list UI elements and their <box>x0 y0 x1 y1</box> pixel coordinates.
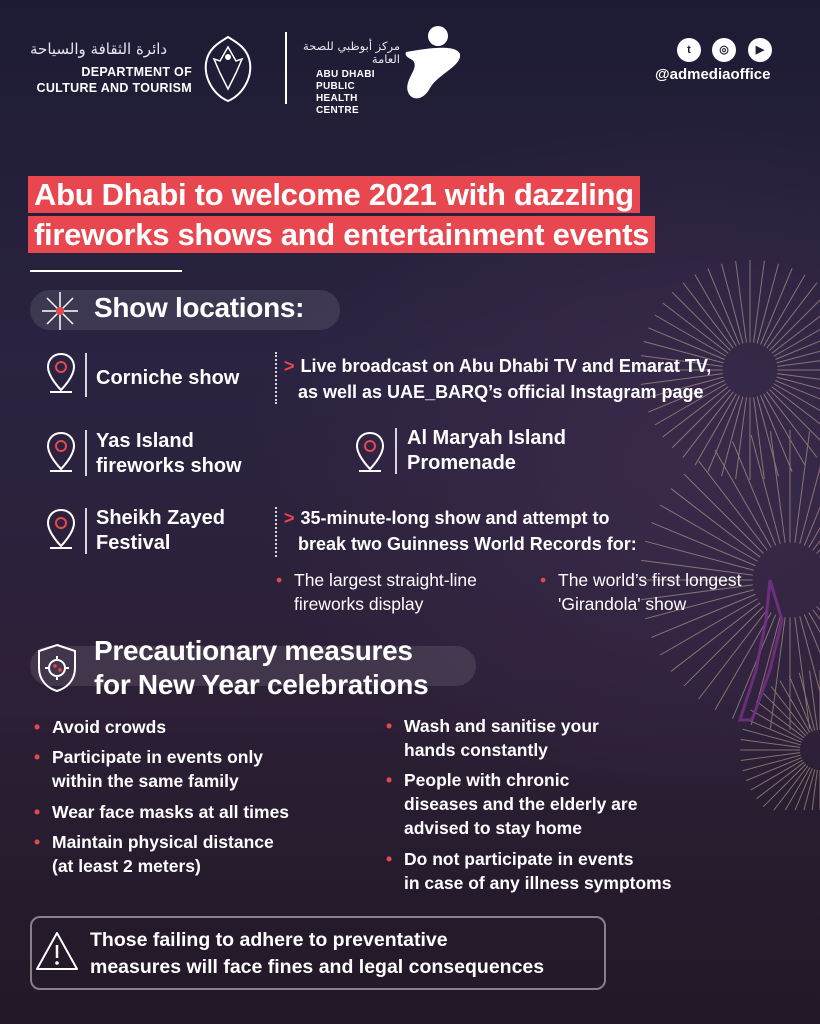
record-2-line-2: 'Girandola' show <box>558 594 687 614</box>
note-divider <box>275 352 277 404</box>
instagram-icon[interactable]: ◎ <box>712 38 736 62</box>
pin-divider <box>395 428 397 474</box>
dct-arabic-name: دائرة الثقافة والسياحة <box>30 40 168 58</box>
measure-text: People with chronic <box>404 770 570 790</box>
measure-text: Do not participate in events <box>404 849 634 869</box>
sheikh-zayed-line-1: Sheikh Zayed <box>96 507 225 529</box>
show-locations-heading: Show locations: <box>94 292 305 323</box>
sheikh-zayed-note <box>284 505 637 557</box>
headline-line-2: fireworks shows and entertainment events <box>28 216 655 253</box>
record-2-line-1: The world’s first longest <box>558 570 742 590</box>
phc-logo-icon <box>398 22 464 102</box>
measure-item <box>30 715 166 739</box>
warning-line-2: measures will face fines and legal consequences <box>90 956 545 978</box>
warning-box <box>30 916 606 990</box>
measure-text: within the same family <box>52 771 239 791</box>
pin-divider <box>85 430 87 476</box>
al-maryah-label <box>407 426 566 476</box>
measures-heading-line-1: Precautionary measures <box>94 635 413 666</box>
location-pin-icon <box>354 431 386 473</box>
arrow-icon: > <box>284 508 295 528</box>
headline <box>28 176 655 256</box>
corniche-show-label: Corniche show <box>96 367 240 389</box>
record-1-line-1: The largest straight-line <box>294 570 477 590</box>
measure-item <box>30 800 289 824</box>
yas-line-1: Yas Island <box>96 430 194 452</box>
phc-english-name: ABU DHABI PUBLIC HEALTH CENTRE <box>316 69 375 116</box>
corniche-note <box>284 353 711 405</box>
measure-item <box>382 714 599 762</box>
sheikh-zayed-label <box>96 506 225 556</box>
warning-line-1: Those failing to adhere to preventative <box>90 929 448 951</box>
measure-item <box>30 745 263 793</box>
location-pin-icon <box>45 431 77 473</box>
sheikh-zayed-line-2: Festival <box>96 532 171 554</box>
corniche-note-line-2: as well as UAE_BARQ’s official Instagram page <box>298 382 704 402</box>
measure-item <box>382 768 637 840</box>
sheikh-zayed-note-line-1: 35-minute-long show and attempt to <box>300 508 610 528</box>
measure-text: Avoid crowds <box>52 717 167 737</box>
location-pin-icon <box>45 508 77 550</box>
title-underline <box>30 270 182 272</box>
measure-item <box>382 847 671 895</box>
yas-line-2: fireworks show <box>96 455 242 477</box>
headline-line-1: Abu Dhabi to welcome 2021 with dazzling <box>28 176 640 213</box>
dct-english-name: DEPARTMENT OF CULTURE AND TOURISM <box>36 65 192 95</box>
measure-text: in case of any illness symptoms <box>404 873 672 893</box>
yas-island-label <box>96 429 242 479</box>
measures-heading <box>94 634 428 702</box>
warning-text <box>90 927 544 981</box>
measure-text: diseases and the elderly are <box>404 794 638 814</box>
measure-text: Wear face masks at all times <box>52 802 290 822</box>
fireworks-icon <box>34 286 86 336</box>
record-item <box>536 568 742 616</box>
social-handle[interactable]: @admediaoffice <box>655 66 771 83</box>
corniche-note-line-1: Live broadcast on Abu Dhabi TV and Emarat TV, <box>300 356 712 376</box>
warning-icon <box>34 930 80 972</box>
virus-shield-icon <box>34 642 80 694</box>
header-divider <box>285 32 287 104</box>
note-divider <box>275 507 277 557</box>
measure-text: Maintain physical distance <box>52 832 274 852</box>
measure-text: Wash and sanitise your <box>404 716 599 736</box>
record-item <box>272 568 477 616</box>
twitter-icon[interactable]: t <box>677 38 701 62</box>
sheikh-zayed-note-line-2: break two Guinness World Records for: <box>298 534 637 554</box>
record-1-line-2: fireworks display <box>294 594 424 614</box>
phc-arabic-name: مركز أبوظبي للصحة العامة <box>302 39 400 66</box>
measure-text: Participate in events only <box>52 747 264 767</box>
measure-item <box>30 830 274 878</box>
measure-text: (at least 2 meters) <box>52 856 201 876</box>
measure-text: advised to stay home <box>404 818 582 838</box>
falcon-emblem-icon <box>200 33 256 105</box>
maryah-line-2: Promenade <box>407 452 516 474</box>
measures-heading-line-2: for New Year celebrations <box>94 669 429 700</box>
youtube-icon[interactable]: ▶ <box>748 38 772 62</box>
arrow-icon: > <box>284 356 295 376</box>
pin-divider <box>85 508 87 554</box>
measure-text: hands constantly <box>404 740 548 760</box>
maryah-line-1: Al Maryah Island <box>407 427 566 449</box>
location-pin-icon <box>45 352 77 394</box>
pin-divider <box>85 353 87 397</box>
